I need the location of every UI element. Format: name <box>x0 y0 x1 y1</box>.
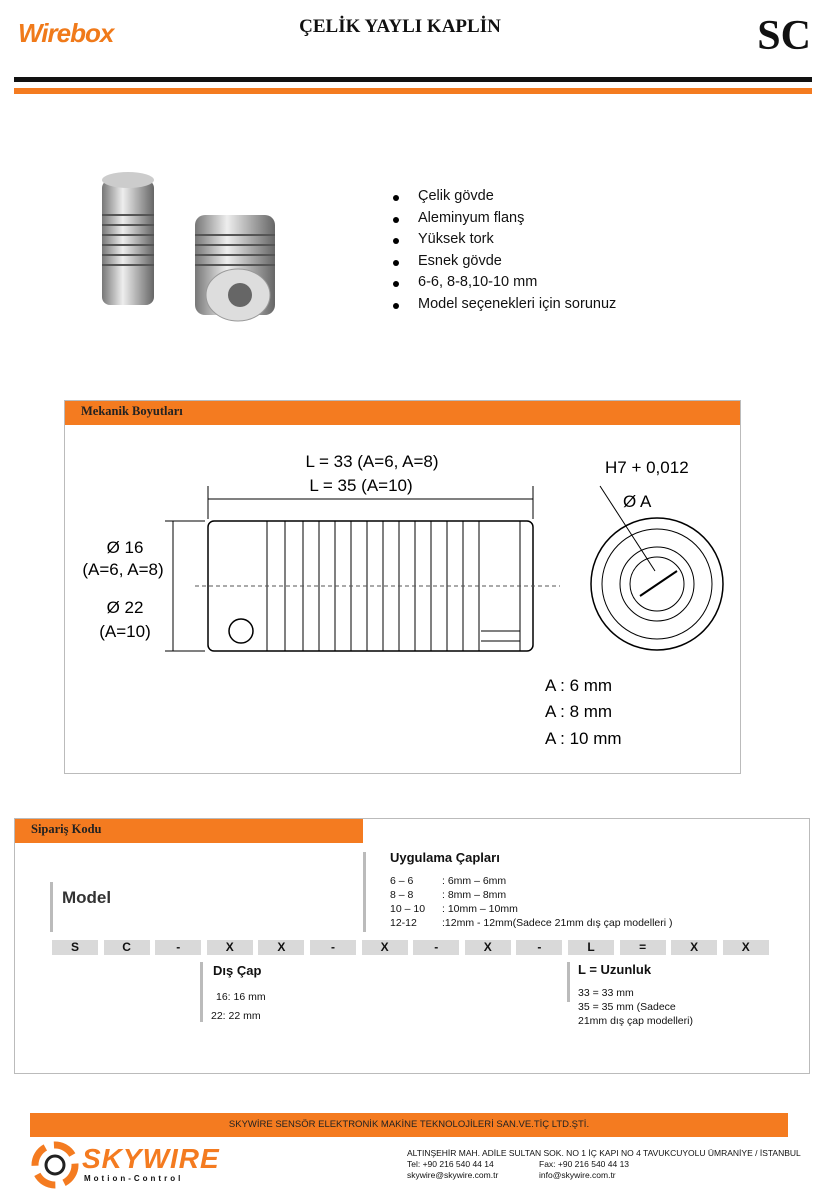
diameter-option: 22: 22 mm <box>211 1010 261 1022</box>
feature-list <box>390 188 616 318</box>
dimension-drawing <box>65 401 742 775</box>
contact-info: ALTINŞEHİR MAH. ADİLE SULTAN SOK. NO 1 İÇ KAPI NO 4 TAVUKCUYOLU ÜMRANİYE / İSTANBUL Tel: +90 216 540 44 14 Fax: +90 216 540 44 13 skywire@skywire.com.tr info@skywire.com.tr <box>407 1148 801 1180</box>
product-image <box>90 165 290 330</box>
code-cell: - <box>413 940 459 955</box>
skywire-logo: SKYWIRE <box>82 1143 220 1174</box>
diameter-label: Ø 16 <box>106 538 144 557</box>
code-cell: C <box>104 940 150 955</box>
application-table: 6 – 6 : 6mm – 6mm 8 – 8 : 8mm – 8mm 10 – 10 : 10mm – 10mm 12-12 :12mm - 12mm(Sadece 21mm dış çap modelleri ) <box>390 875 673 929</box>
code-cell: X <box>465 940 511 955</box>
list-item: Aleminyum flanş <box>390 210 616 232</box>
list-item: 6-6, 8-8,10-10 mm <box>390 274 616 296</box>
bore-size: A : 6 mm <box>545 676 613 695</box>
diameter-note: (A=10) <box>99 622 151 641</box>
section-header: Sipariş Kodu <box>15 819 363 843</box>
code-cell: - <box>155 940 201 955</box>
code-cell: X <box>671 940 717 955</box>
length-options: 33 = 33 mm 35 = 35 mm (Sadece 21mm dış çap modelleri) <box>578 987 693 1027</box>
tolerance-label: H7 + 0,012 <box>605 458 689 477</box>
list-item: Model seçenekleri için sorunuz <box>390 296 616 318</box>
model-label: Model <box>62 888 112 907</box>
code-cell: S <box>52 940 98 955</box>
code-cell: X <box>207 940 253 955</box>
list-item: Yüksek tork <box>390 231 616 253</box>
skywire-logo-icon <box>30 1140 80 1190</box>
code-cell: X <box>258 940 304 955</box>
product-code: SC <box>757 13 811 59</box>
company-banner: SKYWİRE SENSÖR ELEKTRONİK MAKİNE TEKNOLOJİLERİ SAN.VE.TİÇ LTD.ŞTİ. <box>30 1113 788 1137</box>
outer-diameter-title: Dış Çap <box>213 963 262 978</box>
code-cell: - <box>516 940 562 955</box>
diameter-note: (A=6, A=8) <box>82 560 164 579</box>
bore-label: Ø A <box>623 492 652 511</box>
divider-accent <box>14 88 812 94</box>
length-title: L = Uzunluk <box>578 962 652 977</box>
code-cell: - <box>310 940 356 955</box>
wirebox-logo: Wirebox <box>18 18 114 48</box>
page-title: ÇELİK YAYLI KAPLİN <box>299 16 501 37</box>
diameter-label: Ø 22 <box>106 598 144 617</box>
divider <box>14 77 812 82</box>
diameter-option: 16: 16 mm <box>216 991 266 1003</box>
code-cell: X <box>362 940 408 955</box>
code-cell: X <box>723 940 769 955</box>
code-cell: L <box>568 940 614 955</box>
mechanical-dimensions-panel <box>64 400 741 774</box>
bore-size: A : 10 mm <box>545 729 622 748</box>
application-title: Uygulama Çapları <box>390 850 500 865</box>
length-label: L = 35 (A=10) <box>309 476 413 495</box>
bore-size: A : 8 mm <box>545 702 613 721</box>
length-label: L = 33 (A=6, A=8) <box>305 452 439 471</box>
code-cell: = <box>620 940 666 955</box>
list-item: Çelik gövde <box>390 188 616 210</box>
logo-subtitle: Motion-Control <box>84 1174 184 1183</box>
list-item: Esnek gövde <box>390 253 616 275</box>
section-header: Mekanik Boyutları <box>65 401 740 425</box>
